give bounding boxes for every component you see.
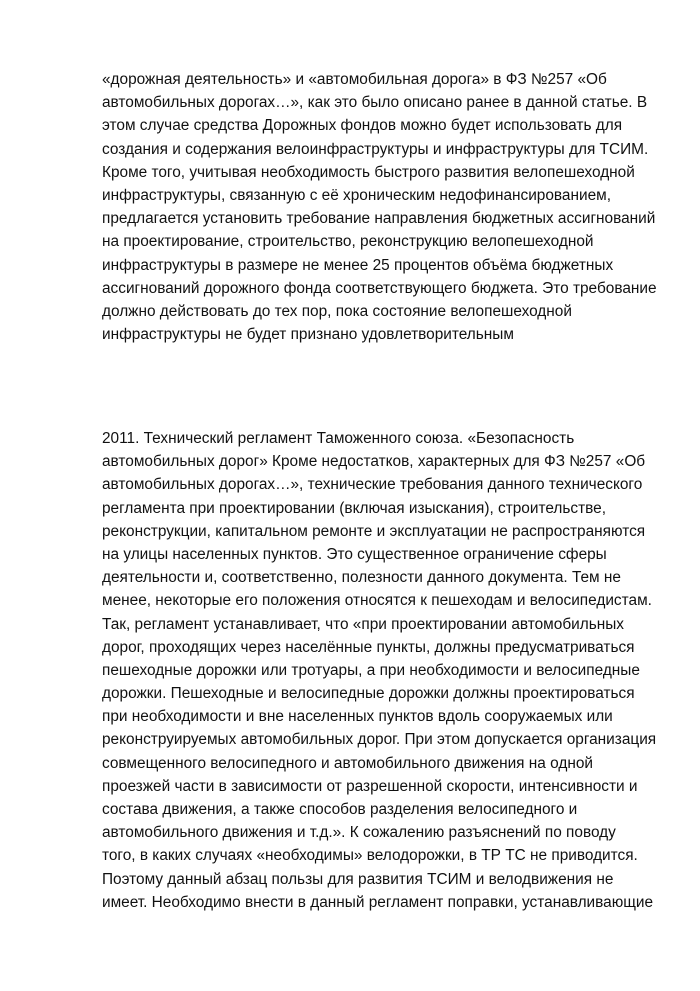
text-line: автомобильных дорог» Кроме недостатков, характерных для ФЗ №257 «Об [102, 453, 646, 471]
text-line: создания и содержания велоинфраструктуры и инфраструктуры для ТСИМ. [102, 140, 649, 158]
text-line: состава движения, а также способов разделения велосипедного и [102, 801, 578, 818]
text-line: Поэтому данный абзац пользы для развития ТСИМ и велодвижения не [102, 870, 614, 888]
text-line: должно действовать до тех пор, пока состояние велопешеходной [102, 302, 572, 320]
paragraph-road-fund [102, 68, 662, 346]
text-line: Кроме того, учитывая необходимость быстрого развития велопешеходной [102, 163, 635, 181]
text-line: дорожки. Пешеходные и велосипедные дорожки должны проектироваться [102, 685, 635, 703]
text-line: 2011. Технический регламент Таможенного союза. «Безопасность [102, 430, 575, 447]
text-line: Так, регламент устанавливает, что «при проектировании автомобильных [102, 615, 624, 633]
text-line: деятельности и, соответственно, полезности данного документа. Тем не [102, 569, 621, 587]
text-line: совмещенного велосипедного и автомобильного движения на одной [102, 754, 593, 772]
text-line: на улицы населенных пунктов. Это существенное ограничение сферы [102, 545, 607, 563]
text-line: инфраструктуры в размере не менее 25 процентов объёма бюджетных [102, 256, 614, 274]
text-line: автомобильных дорогах…», технические требования данного технического [102, 476, 643, 494]
text-line: инфраструктуры не будет признано удовлетворительным [102, 326, 514, 344]
text-line: автомобильного движения и т.д.». К сожалению разъяснений по поводу [102, 824, 616, 842]
text-line: ассигнований дорожного фонда соответствующего бюджета. Это требование [102, 279, 657, 297]
text-line: реконструкции, капитальном ремонте и эксплуатации не распространяются [102, 522, 646, 540]
text-line: этом случае средства Дорожных фондов можно будет использовать для [102, 117, 623, 135]
text-line: на проектирование, строительство, реконструкцию велопешеходной [102, 233, 594, 251]
text-line: предлагается установить требование направления бюджетных ассигнований [102, 210, 656, 228]
text-line: регламента при проектировании (включая изыскания), строительстве, [102, 499, 606, 517]
text-line: при необходимости и вне населенных пунктов вдоль сооружаемых или [102, 708, 613, 726]
text-line: проезжей части в зависимости от разрешенной скорости, интенсивности и [102, 777, 638, 795]
text-line: дорог, проходящих через населённые пункты, должны предусматриваться [102, 638, 635, 656]
text-line: автомобильных дорогах…», как это было описано ранее в данной статье. В [102, 94, 648, 112]
text-line: имеет. Необходимо внести в данный регламент поправки, устанавливающие [102, 893, 654, 911]
text-line: инфраструктуры, связанную с её хроническим недофинансированием, [102, 186, 611, 204]
text-line: пешеходные дорожки или тротуары, а при необходимости и велосипедные [102, 661, 640, 679]
text-line: «дорожная деятельность» и «автомобильная дорога» в ФЗ №257 «Об [102, 71, 607, 88]
text-line: того, в каких случаях «необходимы» велодорожки, в ТР ТС не приводится. [102, 847, 638, 865]
text-line: реконструируемых автомобильных дорог. При этом допускается организация [102, 731, 657, 749]
paragraph-technical-regulation [102, 427, 662, 914]
text-line: менее, некоторые его положения относятся к пешеходам и велосипедистам. [102, 592, 652, 610]
